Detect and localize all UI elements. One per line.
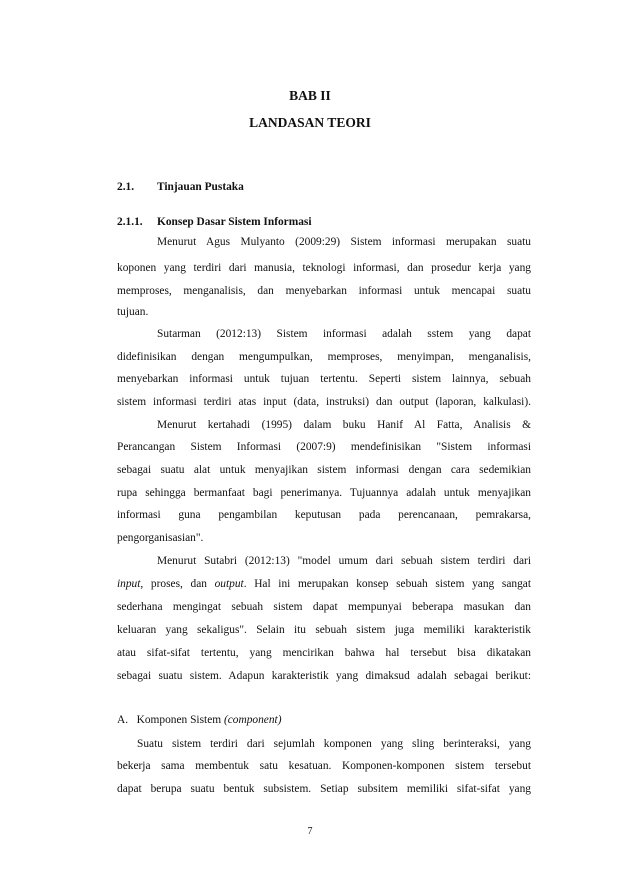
- paragraph-line: sebagai suatu sistem. Adapun karakteristik yang dimaksud adalah sebagai berikut:: [117, 670, 531, 682]
- text-run: . Hal ini merupakan konsep sebuah sistem yang sangat: [243, 578, 531, 590]
- paragraph-line: Menurut Agus Mulyanto (2009:29) Sistem informasi merupakan suatu: [157, 236, 531, 248]
- paragraph-line: pengorganisasian".: [117, 532, 204, 544]
- paragraph-line: menyebarkan informasi untuk tujuan tertentu. Seperti sistem lainnya, sebuah: [117, 373, 531, 385]
- italic-term: output: [214, 578, 244, 590]
- text-run: , proses, dan: [140, 578, 215, 590]
- paragraph-line: Perancangan Sistem Informasi (2007:9) mendefinisikan "Sistem informasi: [117, 441, 531, 453]
- item-title: Komponen Sistem: [136, 714, 224, 726]
- item-heading: [117, 713, 531, 727]
- item-marker: A.: [117, 714, 129, 726]
- paragraph-line: didefinisikan dengan mengumpulkan, memproses, menyimpan, menganalisis,: [117, 351, 531, 363]
- page-number: 7: [307, 826, 313, 837]
- chapter-label: BAB II: [289, 88, 331, 103]
- italic-term: input: [117, 578, 141, 590]
- paragraph-line: Menurut Sutabri (2012:13) "model umum dari sebuah sistem terdiri dari: [157, 555, 531, 567]
- paragraph-line: memproses, menganalisis, dan menyebarkan informasi untuk mencapai suatu: [117, 285, 531, 297]
- paragraph-line: Sutarman (2012:13) Sistem informasi adalah sstem yang dapat: [157, 328, 531, 340]
- paragraph-line: informasi guna pengambilan keputusan pada perencanaan, pemrakarsa,: [117, 509, 531, 521]
- paragraph-line: dapat berupa suatu bentuk subsistem. Setiap subsitem memiliki sifat-sifat yang: [117, 783, 531, 795]
- paragraph-line: sederhana mengingat sebuah sistem dapat mempunyai beberapa masukan dan: [117, 601, 531, 613]
- paragraph-line: sebagai suatu alat untuk menyajikan sistem informasi dengan cara sedemikian: [117, 464, 531, 476]
- paragraph-line: Menurut kertahadi (1995) dalam buku Hanif Al Fatta, Analisis &: [157, 419, 531, 431]
- paragraph-line: sistem informasi terdiri atas input (data, instruksi) dan output (laporan, kalkulasi).: [117, 396, 531, 408]
- paragraph-line: tujuan.: [117, 306, 149, 318]
- paragraph-line: Suatu sistem terdiri dari sejumlah komponen yang sling berinteraksi, yang: [137, 738, 531, 750]
- chapter-title: LANDASAN TEORI: [249, 115, 371, 130]
- paragraph-line: atau sifat-sifat tertentu, yang mencirikan bahwa hal tersebut bisa dikatakan: [117, 647, 531, 659]
- section-title: Tinjauan Pustaka: [157, 181, 244, 193]
- item-title-italic: (component): [223, 714, 282, 726]
- paragraph-line: koponen yang terdiri dari manusia, teknologi informasi, dan prosedur kerja yang: [117, 262, 531, 274]
- paragraph-line: [117, 577, 531, 591]
- subsection-title: Konsep Dasar Sistem Informasi: [157, 216, 312, 228]
- paragraph-line: rupa sehingga bermanfaat bagi penerimanya. Tujuannya adalah untuk menyajikan: [117, 487, 531, 499]
- section-number: 2.1.: [117, 181, 135, 193]
- paragraph-line: bekerja sama membentuk satu kesatuan. Komponen-komponen sistem tersebut: [117, 760, 531, 772]
- subsection-number: 2.1.1.: [117, 216, 143, 228]
- paragraph-line: keluaran yang sekaligus". Selain itu sebuah sistem juga memiliki karakteristik: [117, 624, 531, 636]
